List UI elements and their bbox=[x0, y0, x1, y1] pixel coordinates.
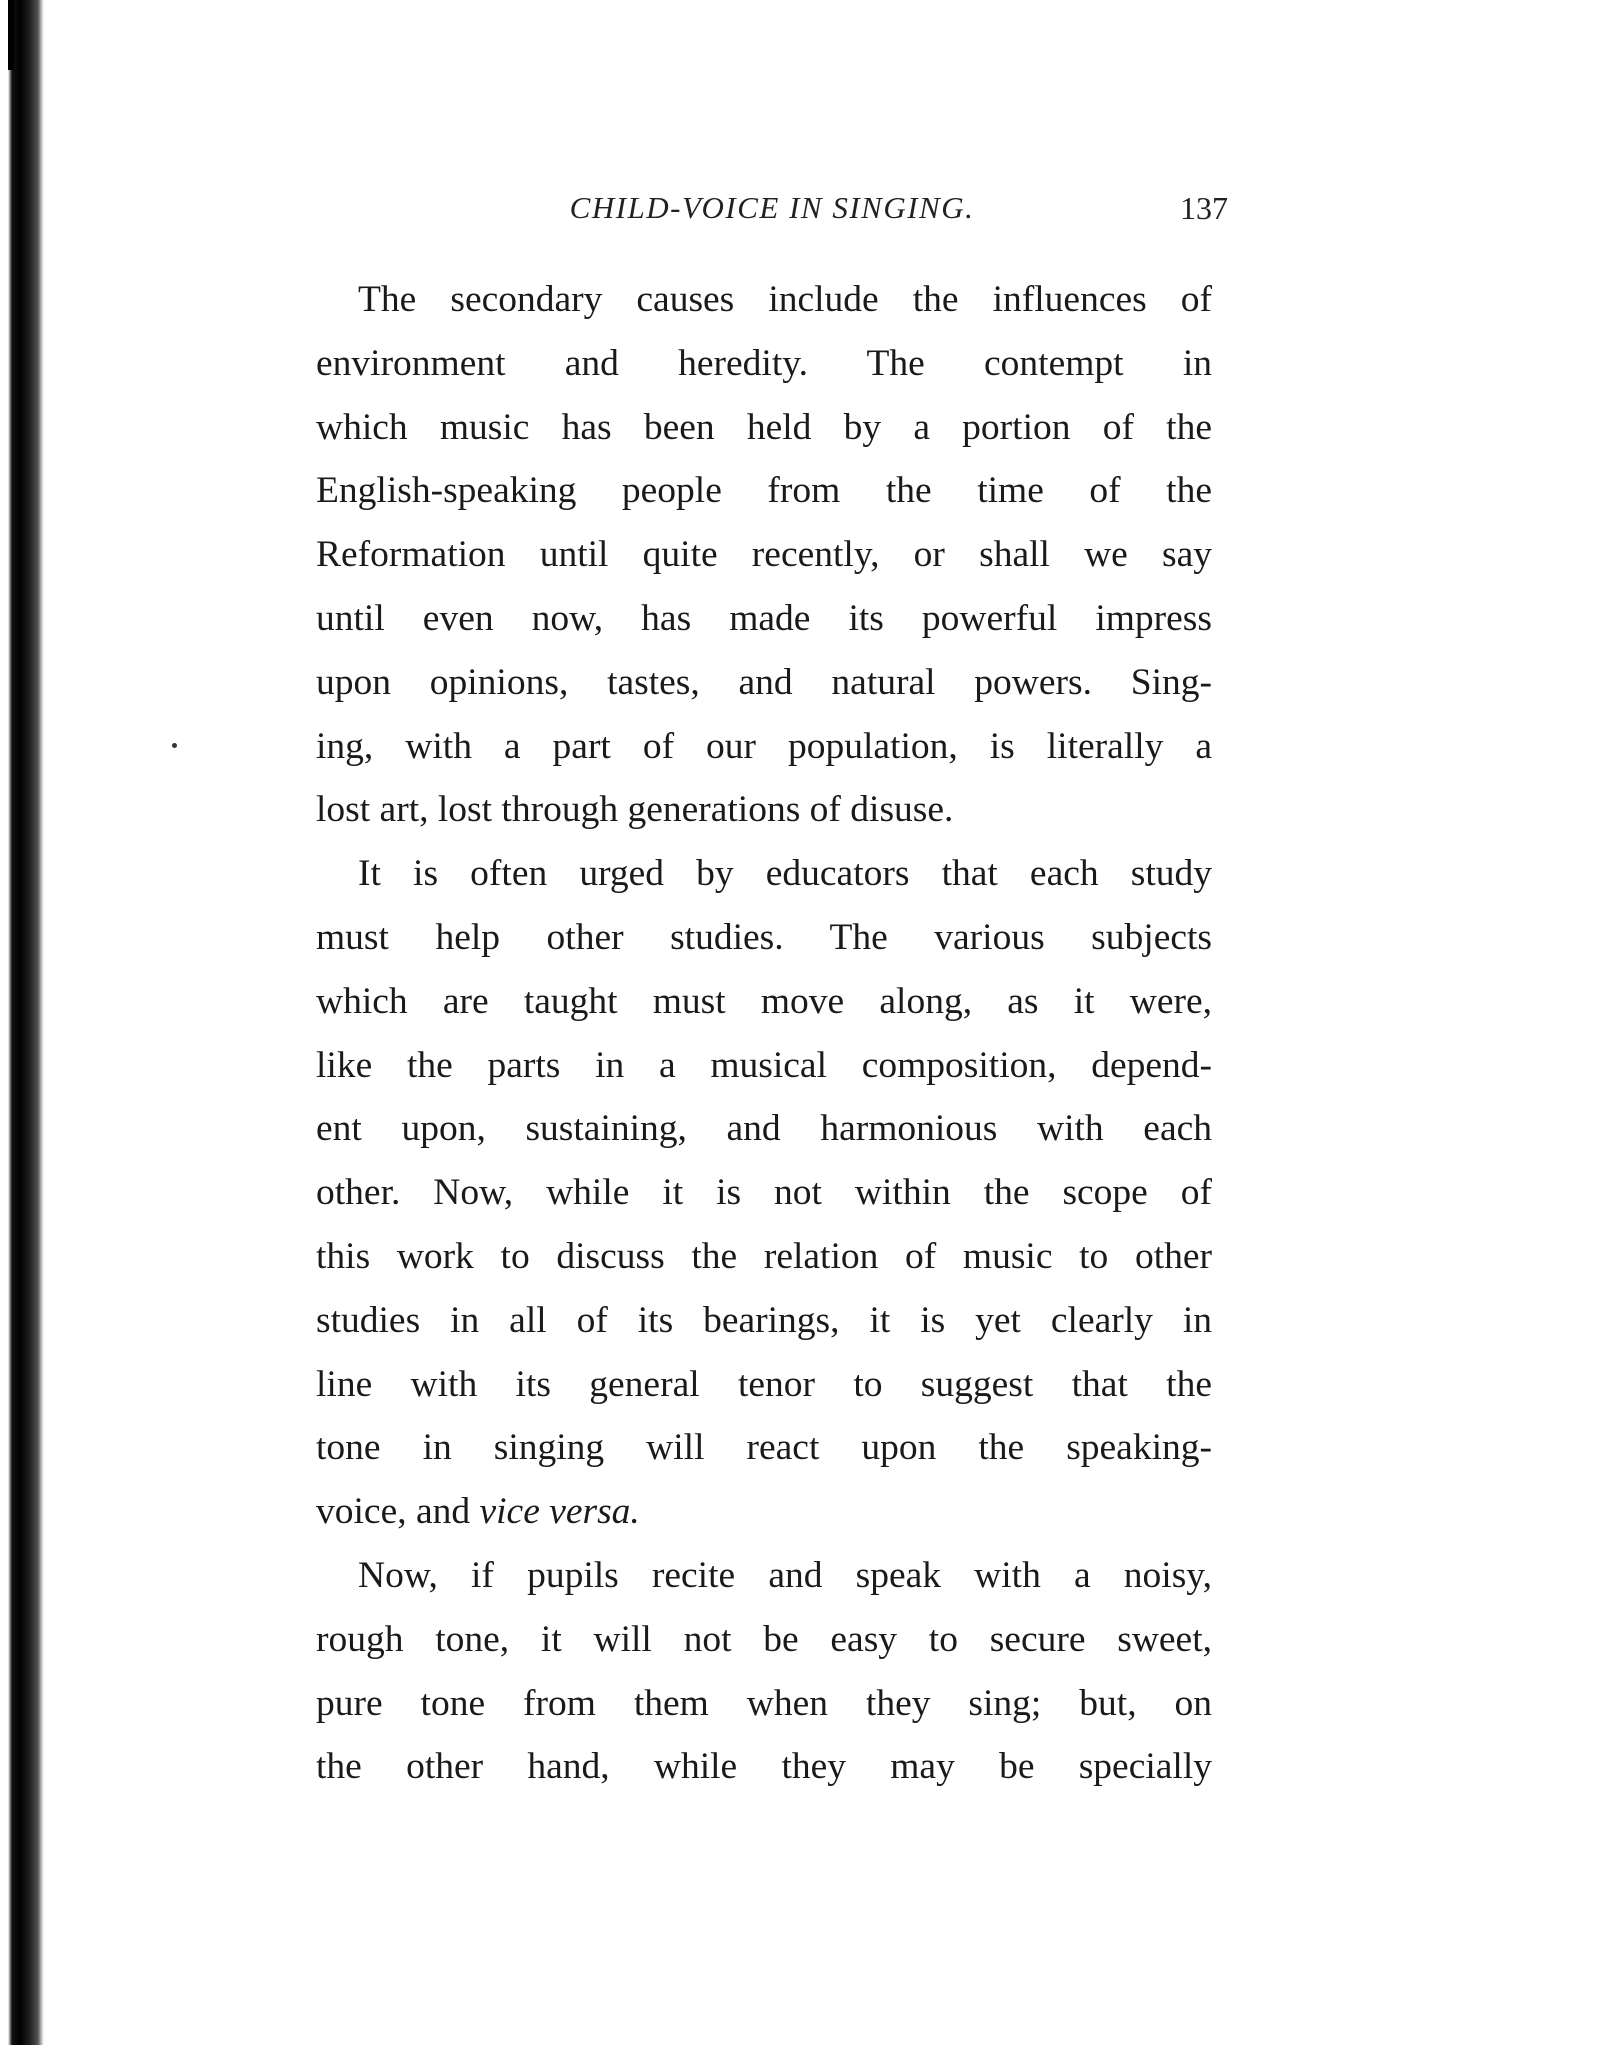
text-line: other. Now, while it is not within the scope of bbox=[316, 1172, 1212, 1214]
italic-phrase: vice versa. bbox=[479, 1491, 640, 1533]
text-line: rough tone, it will not be easy to secure sweet, bbox=[316, 1618, 1212, 1660]
text-line: the other hand, while they may be specially bbox=[316, 1746, 1212, 1788]
text-line: must help other studies. The various subjects bbox=[316, 916, 1212, 958]
text-line: which music has been held by a portion of the bbox=[316, 406, 1212, 448]
text-line: pure tone from them when they sing; but, on bbox=[316, 1682, 1212, 1724]
text-line: English-speaking people from the time of the bbox=[316, 470, 1212, 512]
text-line: environment and heredity. The contempt in bbox=[316, 342, 1212, 384]
paragraph-1 bbox=[316, 268, 1212, 842]
body-text bbox=[316, 268, 1212, 1799]
text-segment: voice, and bbox=[316, 1491, 480, 1533]
text-line: lost art, lost through generations of disuse. bbox=[316, 789, 954, 831]
paragraph-2 bbox=[316, 842, 1212, 1544]
running-title: CHILD-VOICE IN SINGING. bbox=[569, 190, 975, 225]
text-line: line with its general tenor to suggest that the bbox=[316, 1363, 1212, 1405]
text-line-last bbox=[316, 1480, 1212, 1544]
text-line: upon opinions, tastes, and natural powers. Sing- bbox=[316, 661, 1212, 703]
binding-spike bbox=[8, 0, 14, 70]
page-number: 137 bbox=[1180, 190, 1228, 226]
paragraph-3 bbox=[316, 1544, 1212, 1799]
binding-edge bbox=[0, 0, 44, 2045]
text-line: which are taught must move along, as it were, bbox=[316, 980, 1212, 1022]
text-line: tone in singing will react upon the speaking- bbox=[316, 1427, 1212, 1469]
text-line: Now, if pupils recite and speak with a noisy, bbox=[358, 1554, 1212, 1596]
text-line: The secondary causes include the influences of bbox=[358, 279, 1212, 320]
text-line: like the parts in a musical composition, depend- bbox=[316, 1044, 1212, 1086]
text-line: ing, with a part of our population, is literally a bbox=[316, 725, 1212, 767]
text-line: studies in all of its bearings, it is yet clearly in bbox=[316, 1299, 1212, 1341]
page-header bbox=[316, 190, 1228, 240]
text-line: ent upon, sustaining, and harmonious with each bbox=[316, 1108, 1212, 1150]
text-line: Reformation until quite recently, or shall we say bbox=[316, 534, 1212, 576]
text-line: this work to discuss the relation of music to other bbox=[316, 1235, 1212, 1277]
stray-dot bbox=[172, 743, 177, 748]
text-line: It is often urged by educators that each study bbox=[358, 853, 1212, 895]
text-line: until even now, has made its powerful impress bbox=[316, 597, 1212, 639]
